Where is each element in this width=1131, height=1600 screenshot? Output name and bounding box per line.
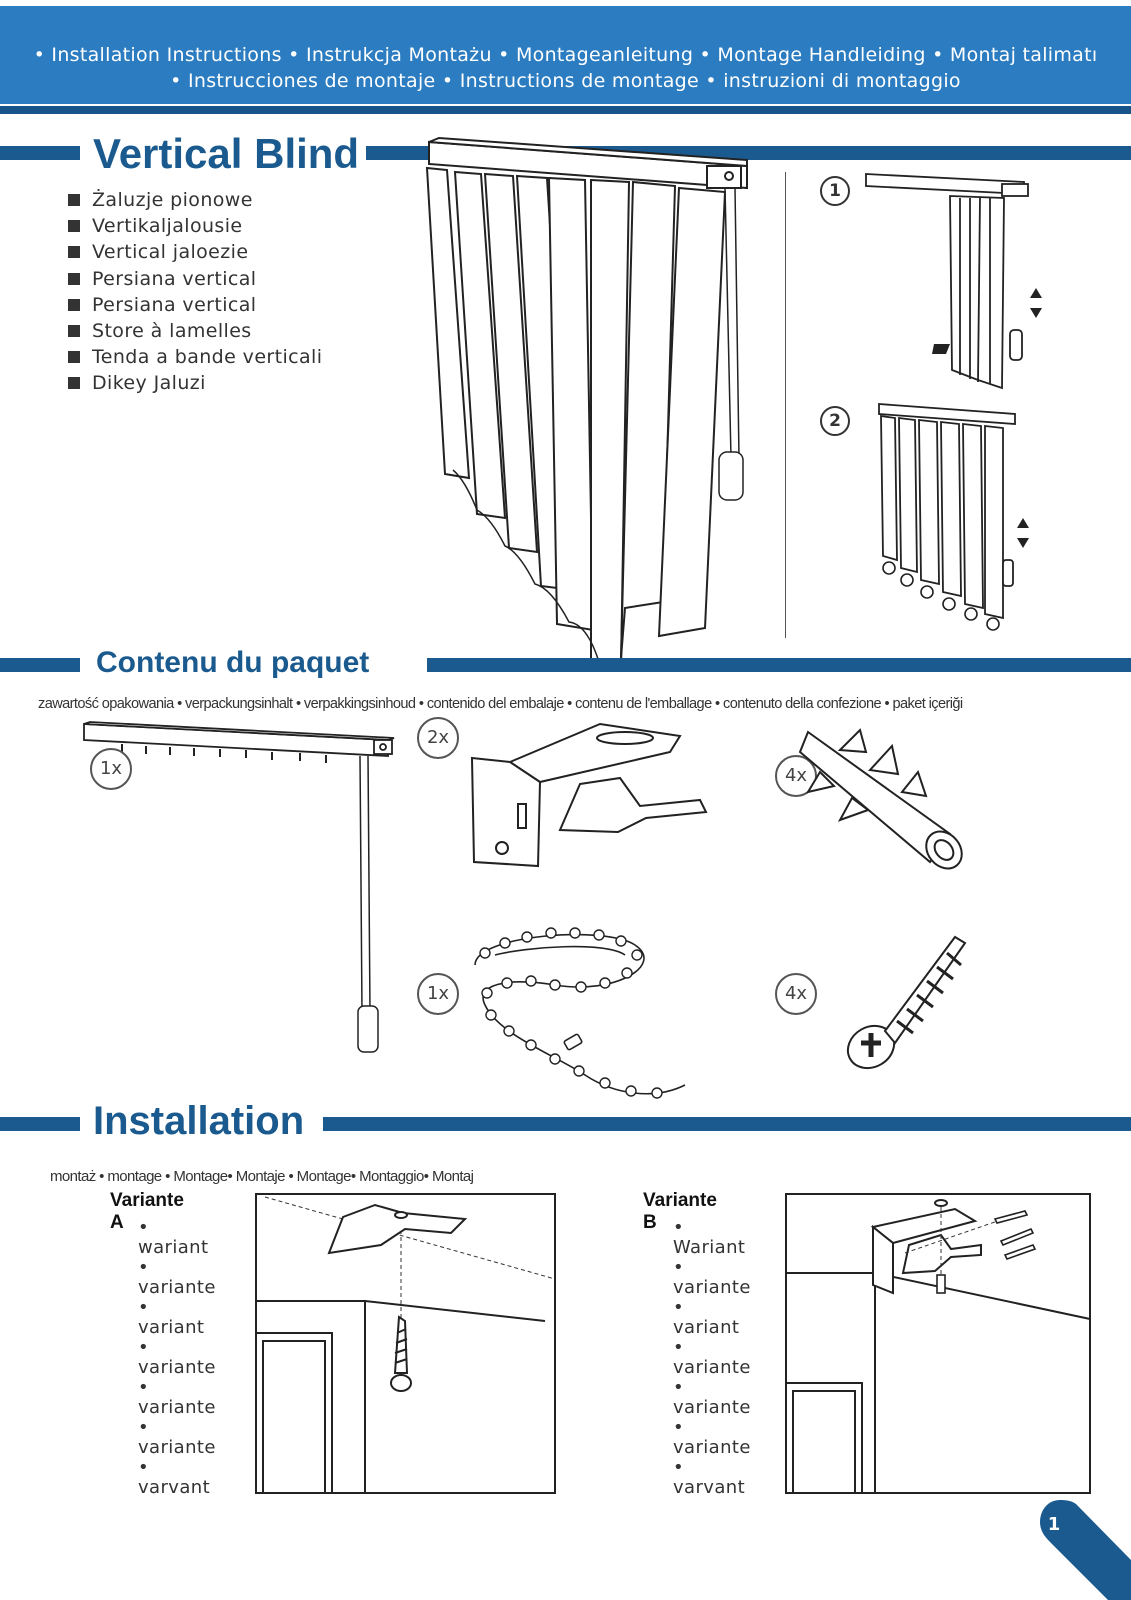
translation-list [68,187,322,397]
section-stripe-right [427,658,1131,672]
step-2-illustration [875,400,1045,638]
translation-item: Persiana vertical [68,292,322,318]
section-stripe-left [0,146,80,160]
qty-badge-wall-plug: 4x [775,755,817,797]
variant-a-item: • variant [138,1297,205,1338]
translation-item: Persiana vertical [68,266,322,292]
qty-badge-bracket: 2x [417,717,459,759]
translation-item: Dikey Jaluzi [68,370,322,396]
variant-b-item: • varvant [673,1457,746,1498]
installation-subtitle: montaż • montage • Montage• Montaje • Montage• Montaggio• Montaj [50,1168,474,1185]
translation-item: Żaluzje pionowe [68,187,322,213]
bead-chain-icon [455,925,695,1110]
screw-icon [845,935,975,1075]
vertical-blind-illustration [425,138,755,658]
step-badge-1: 1 [820,176,850,206]
variant-b-item: • variante [673,1417,751,1458]
variant-b-illustration [785,1193,1091,1494]
translation-item: Store à lamelles [68,318,322,344]
bracket-icon [470,722,720,872]
variant-a-item: • variante [138,1417,216,1458]
qty-badge-screw: 4x [775,973,817,1015]
qty-badge-headrail: 1x [90,748,132,790]
package-contents-subtitle: zawartość opakowania • verpackungsinhalt • verpakkingsinhoud • contenido del embalaje • contenu de l'emballage • contenuto della confezione • paket içeriği [38,696,963,712]
header-line-2: • Instrucciones de montaje • Instructions de montage • instruzioni di montaggio [170,70,961,92]
variant-a-item: • varvant [138,1457,211,1498]
variant-b-item: • variante [673,1257,751,1298]
variant-b-item: • variant [673,1297,740,1338]
section-stripe-left [0,1117,80,1131]
variant-a-item: • variante [138,1257,216,1298]
variant-a-title: Variante A [110,1190,184,1233]
variant-b-item: • variante [673,1337,751,1378]
step-1-illustration [862,170,1047,392]
translation-item: Vertikaljalousie [68,213,322,239]
page-number: 1 [1047,1514,1061,1535]
section-stripe-right [323,1117,1131,1131]
variant-a-item: • wariant [138,1217,209,1258]
translation-item: Tenda a bande verticali [68,344,322,370]
section-title-installation: Installation [93,1099,305,1143]
variant-b-list [673,1218,751,1498]
variant-b-item: • Wariant [673,1217,746,1258]
qty-badge-bead-chain: 1x [417,973,459,1015]
header-line-1: • Installation Instructions • Instrukcja Montażu • Montageanleitung • Montage Handleiding • Montaj talimatı [33,44,1098,66]
header-banner [0,6,1131,104]
section-title-vertical-blind: Vertical Blind [93,130,360,177]
section-title-package-contents: Contenu du paquet [96,646,370,679]
vertical-divider [785,172,786,638]
variant-a-illustration [255,1193,556,1494]
wall-plug-icon [800,722,980,872]
variant-b-title: Variante B [643,1190,717,1233]
translation-item: Vertical jaloezie [68,239,322,265]
variant-a-item: • variante [138,1337,216,1378]
section-stripe-left [0,658,80,672]
step-badge-2: 2 [820,406,850,436]
variant-a-item: • variante [138,1377,216,1418]
variant-a-list [138,1218,216,1498]
variant-b-item: • variante [673,1377,751,1418]
